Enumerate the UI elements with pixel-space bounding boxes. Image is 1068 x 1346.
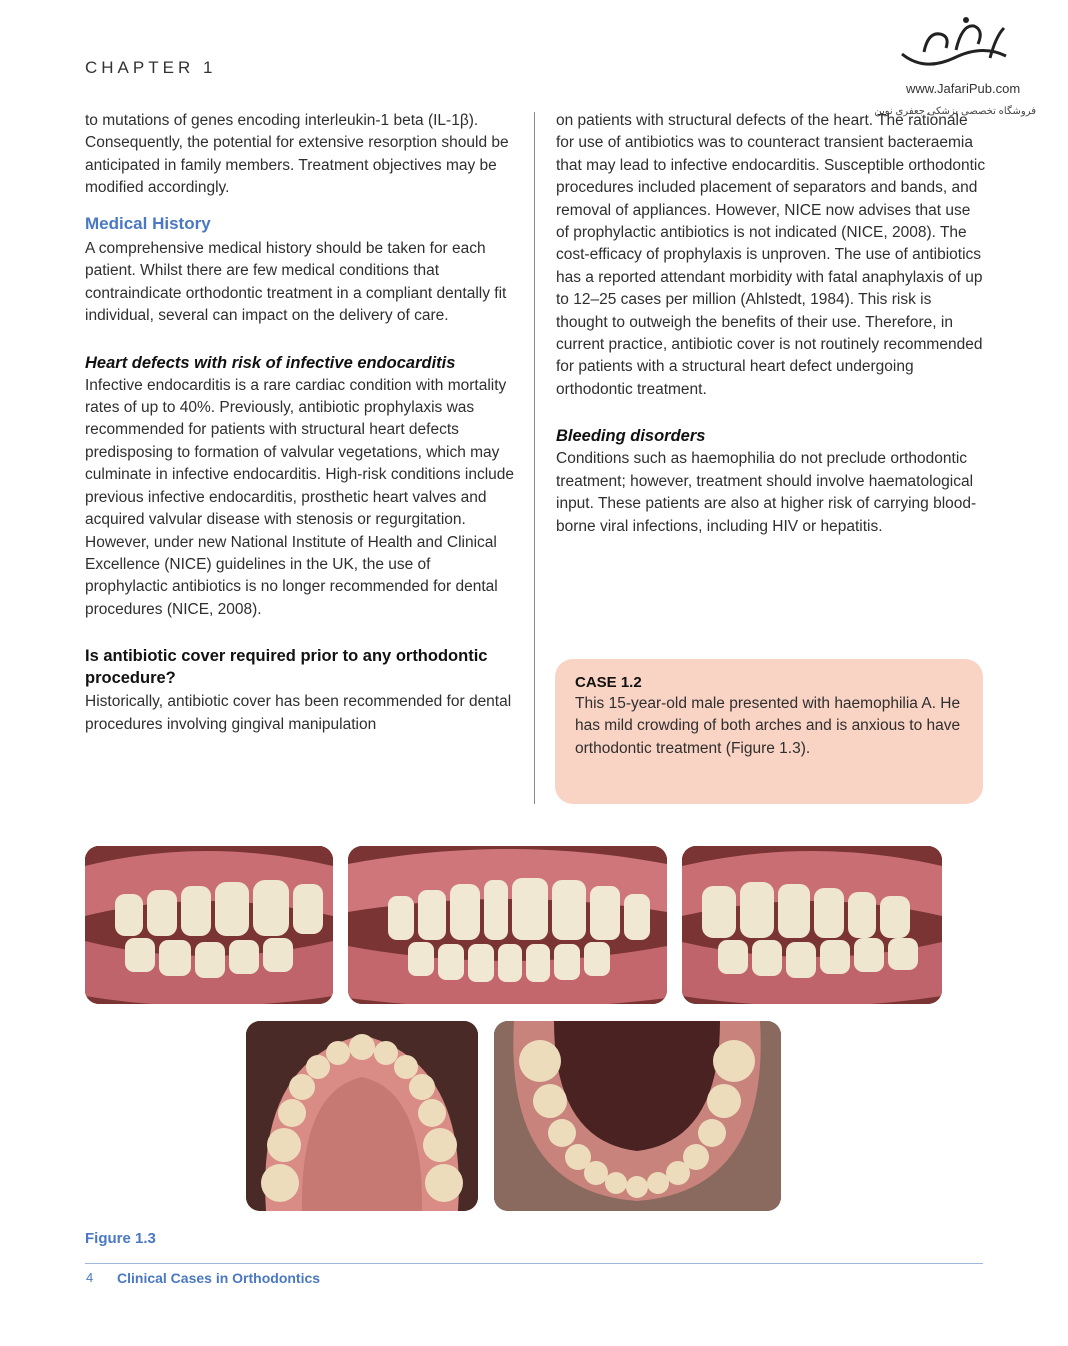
publisher-url: www.JafariPub.com [906,81,1021,96]
chapter-label: CHAPTER 1 [85,58,217,77]
paragraph: Historically, antibiotic cover has been recommended for dental procedures involving gingival manipulation [85,693,512,733]
case-text: This 15-year-old male presented with haemophilia A. He has mild crowding of both arches and is anxious to have orthodontic treatment (Figure 1.3). [575,695,961,757]
subheading-heart-defects: Heart defects with risk of infective endocarditis [85,353,456,372]
footer-rule [85,1263,983,1264]
intraoral-photo-right-buccal [85,846,333,1004]
case-box [555,659,983,804]
publisher-logo [866,14,1036,124]
paragraph: Conditions such as haemophilia do not preclude orthodontic treatment; however, treatment should involve haematological input. These patients are also at higher risk of carrying blood-borne viral infections, including HIV or hepatitis. [556,450,977,535]
question-heading: Is antibiotic cover required prior to any orthodontic procedure? [85,647,488,688]
subheading-bleeding-disorders: Bleeding disorders [556,427,706,446]
page-number: 4 [86,1270,94,1285]
intraoral-photo-lower-occlusal [494,1021,781,1211]
case-title: CASE 1.2 [575,674,642,691]
intraoral-photo-upper-occlusal [246,1021,478,1211]
publisher-caption: فروشگاه تخصصی پزشکی جعفری نوین [874,106,1036,117]
paragraph: A comprehensive medical history should be taken for each patient. Whilst there are few medical conditions that contraindicate orthodontic treatment in a compliant dentally fit individual, several can impact on the delivery of care. [85,240,507,325]
section-heading-medical-history: Medical History [85,213,211,233]
paragraph: to mutations of genes encoding interleukin-1 beta (IL-1β). Consequently, the potential for extensive resorption should be anticipated in family members. Treatment objectives may be modified accordingly. [85,112,509,197]
intraoral-photo-frontal [348,846,667,1004]
paragraph: on patients with structural defects of the heart. The rationale for use of antibiotics was to counteract transient bacteraemia that may lead to infective endocarditis. Susceptible orthodontic procedures included placement of separators and bands, and removal of appliances. However, NICE now advises that use of prophylactic antibiotics is not indicated (NICE, 2008). The cost-efficacy of prophylaxis is unproven. The use of antibiotics has a reported attendant morbidity with fatal anaphylaxis of up to 12–25 cases per million (Ahlstedt, 1984). This risk is thought to outweigh the benefits of their use. Therefore, in current practice, antibiotic cover is not routinely recommended for patients with a structural heart defect undergoing orthodontic treatment. [556,112,986,398]
right-column [556,110,986,538]
intraoral-photo-left-buccal [682,846,942,1004]
publisher-logo-icon [894,14,1014,76]
book-title: Clinical Cases in Orthodontics [117,1270,321,1286]
column-divider [534,112,535,804]
figure-caption: Figure 1.3 [85,1230,156,1247]
left-column [85,110,517,736]
paragraph: Infective endocarditis is a rare cardiac condition with mortality rates of up to 40%. Previously, antibiotic prophylaxis was recommended for patients with structural heart defects predisposing to formation of valvular vegetations, which may culminate in infective endocarditis. High-risk conditions include previous infective endocarditis, prosthetic heart valves and acquired valvular disease with stenosis or regurgitation. However, under new National Institute of Health and Clinical Excellence (NICE) guidelines in the UK, the use of prophylactic antibiotics is no longer recommended for dental procedures (NICE, 2008). [85,376,515,618]
